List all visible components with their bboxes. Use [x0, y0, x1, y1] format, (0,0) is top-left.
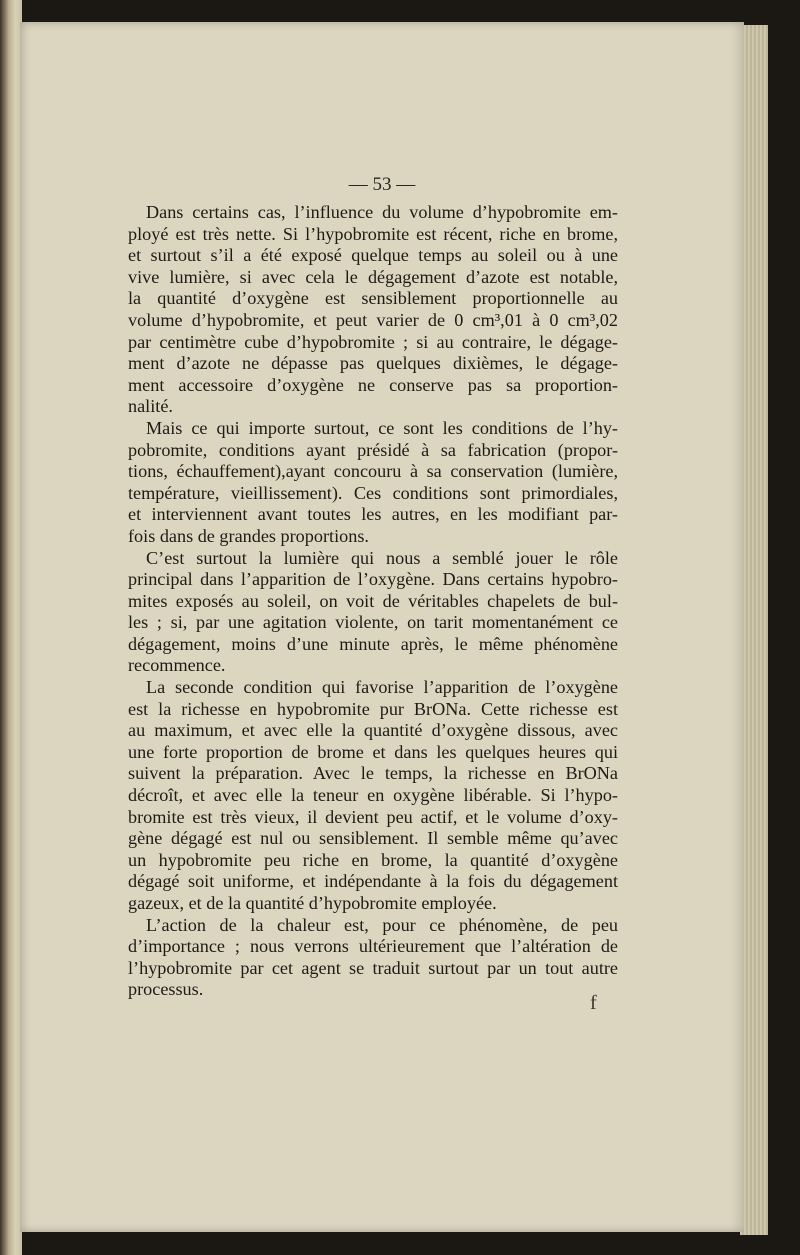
text-line: et interviennent avant toutes les autres, en les modifiant par- — [128, 504, 618, 525]
left-page-edge — [0, 0, 22, 1255]
text-line: ployé est très nette. Si l’hypobromite est récent, riche en brome, — [128, 223, 618, 244]
paragraph — [128, 202, 618, 418]
text-line: Mais ce qui importe surtout, ce sont les conditions de l’hy- — [146, 417, 618, 438]
text-line: dégagement, moins d’une minute après, le même phénomène — [128, 633, 618, 654]
text-line: l’hypobromite par cet agent se traduit surtout par un tout autre — [128, 957, 618, 978]
paragraph — [128, 915, 618, 1001]
text-line: dégagé soit uniforme, et indépendante à la fois du dégagement — [128, 871, 618, 892]
text-line: C’est surtout la lumière qui nous a semblé jouer le rôle — [146, 547, 618, 568]
text-line: tions, échauffement),ayant concouru à sa conservation (lumière, — [128, 461, 618, 482]
paragraph — [128, 418, 618, 548]
text-line: une forte proportion de brome et dans les quelques heures qui — [128, 741, 618, 762]
text-line: par centimètre cube d’hypobromite ; si au contraire, le dégage- — [128, 331, 618, 352]
text-line: température, vieillissement). Ces conditions sont primordiales, — [128, 482, 618, 503]
text-line: ment accessoire d’oxygène ne conserve pas sa proportion- — [128, 374, 618, 395]
text-line: La seconde condition qui favorise l’apparition de l’oxygène — [146, 677, 618, 698]
page-number: — 53 — — [348, 174, 416, 195]
text-line: gène dégagé est nul ou sensiblement. Il semble même qu’avec — [128, 828, 618, 849]
text-line: ment d’azote ne dépasse pas quelques dixièmes, le dégage- — [128, 353, 618, 374]
text-line: recommence. — [128, 655, 226, 676]
text-line: Dans certains cas, l’influence du volume d’hypobromite em- — [146, 202, 618, 222]
margin-mark: f — [590, 992, 597, 1014]
text-line: L’action de la chaleur est, pour ce phénomène, de peu — [146, 914, 618, 935]
text-line: processus. — [128, 979, 204, 1000]
text-line: d’importance ; nous verrons ultérieurement que l’altération de — [128, 936, 618, 957]
text-line: principal dans l’apparition de l’oxygène. Dans certains hypobro- — [128, 569, 618, 590]
body-text — [128, 202, 618, 1001]
text-line: nalité. — [128, 396, 173, 417]
page-stack-edge — [740, 25, 768, 1235]
text-line: est la richesse en hypobromite pur BrONa. Cette richesse est — [128, 698, 618, 719]
book-page — [20, 22, 744, 1232]
text-line: pobromite, conditions ayant présidé à sa fabrication (propor- — [128, 439, 618, 460]
text-line: au maximum, et avec elle la quantité d’oxygène dissous, avec — [128, 720, 618, 741]
text-line: et surtout s’il a été exposé quelque temps au soleil ou à une — [128, 245, 618, 266]
text-line: volume d’hypobromite, et peut varier de 0 cm³,01 à 0 cm³,02 — [128, 309, 618, 330]
text-line: vive lumière, si avec cela le dégagement d’azote est notable, — [128, 266, 618, 287]
text-line: suivent la préparation. Avec le temps, la richesse en BrONa — [128, 763, 618, 784]
text-line: les ; si, par une agitation violente, on tarit momentanément ce — [128, 612, 618, 633]
text-line: la quantité d’oxygène est sensiblement proportionnelle au — [128, 288, 618, 309]
paragraph — [128, 677, 618, 915]
paragraph — [128, 548, 618, 678]
text-line: décroît, et avec elle la teneur en oxygène libérable. Si l’hypo- — [128, 785, 618, 806]
text-line: un hypobromite peu riche en brome, la quantité d’oxygène — [128, 849, 618, 870]
text-line: fois dans de grandes proportions. — [128, 525, 369, 546]
text-line: gazeux, et de la quantité d’hypobromite employée. — [128, 893, 497, 913]
text-line: mites exposés au soleil, on voit de véritables chapelets de bul- — [128, 590, 618, 611]
text-line: bromite est très vieux, il devient peu actif, et le volume d’oxy- — [128, 806, 618, 827]
